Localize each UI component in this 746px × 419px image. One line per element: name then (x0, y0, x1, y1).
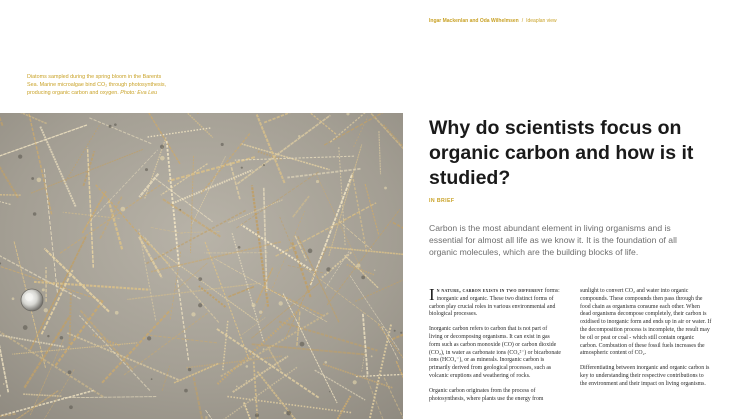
caption-text: Diatoms sampled during the spring bloom in the Barents Sea. Marine microalgae bind CO₂ through photosynthesis, producing organic carbon and oxygen. (27, 74, 167, 96)
diatom-cell (316, 180, 319, 183)
diatom-cell (68, 370, 72, 374)
lead-paragraph: Carbon is the most abundant element in living organisms and is essential for almost all life as we know it. It is the foundation of all organic molecules, which are the building blocks of life. (429, 223, 677, 257)
diatom-cell (324, 361, 327, 364)
diatom-cell (298, 135, 300, 137)
diatom-cell (259, 310, 262, 313)
diatom-cell (300, 342, 305, 347)
diatom-cell (115, 311, 119, 315)
diatom-cell (160, 145, 164, 149)
diatom-cell (329, 391, 330, 392)
diatom-cell (279, 301, 283, 305)
header-authors: Ingar Mackenlan and Oda Wilhelmsen (429, 18, 519, 24)
diatom-cell (42, 288, 45, 291)
diatom-cell (251, 303, 255, 307)
body-column-right (580, 288, 712, 396)
diatom-cell (384, 187, 387, 190)
diatom-cell (151, 378, 153, 380)
body-paragraph-5: Differentiating between inorganic and organic carbon is key to understanding their respective contributions to the environment and their impact on living organisms. (580, 365, 710, 387)
diatom-photo (0, 113, 403, 419)
diatom-cell (69, 405, 73, 409)
diatom-cell (286, 411, 291, 416)
diatom-cell (238, 246, 241, 249)
body-paragraph-4: sunlight to convert CO₂ and water into organic compounds. These compounds then pass through the food chain as organisms consume each other. When dead organisms decompose completely, their carbon is oxidised to inorganic form and ends up in air or water. If the decomposition process is incomplete, the result may be oil or peat or coal - which still contain organic carbon. Combustion of these fossil fuels increases the atmospheric content of CO₂. (580, 288, 712, 357)
header-section: Ideaplan view (526, 18, 557, 24)
diatom-cell (263, 164, 265, 166)
diatom-cell (145, 168, 148, 171)
diatom-cell (37, 178, 42, 183)
diatom-cell (374, 269, 375, 270)
diatom-cell (246, 380, 248, 382)
diatom-cell (120, 207, 125, 212)
diatom-cell (356, 263, 360, 267)
diatom-cell (198, 303, 202, 307)
diatom-cell (147, 336, 151, 340)
in-brief-kicker: IN BRIEF (429, 198, 455, 204)
diatom-cell (394, 330, 396, 332)
body-paragraph-3: Organic carbon originates from the process of photosynthesis, where plants use the energy from (429, 387, 544, 402)
header-separator: / (521, 18, 524, 24)
diatom-cell (263, 348, 265, 350)
diatom-cell (246, 365, 249, 368)
body-paragraph-2: Inorganic carbon refers to carbon that is not part of living or decomposing organisms. It can exist in gas form such as carbon monoxide (CO) or carbon dioxide (CO₂), in water as carbonate ions (CO₃²⁻) or bicarbonate ions (HCO₃⁻), or as minerals. Inorganic carbon is primarily derived from geological processes, such as volcanic eruptions and weathering of rocks. (429, 326, 561, 379)
drop-cap: I (429, 285, 435, 304)
body-column-left (429, 285, 561, 410)
diatom-cell (60, 336, 64, 340)
body-paragraph-1-text: forms: inorganic and organic. These two distinct forms of carbon play crucial roles in various environmental and biological processes. (429, 288, 560, 318)
diatom-cell (3, 383, 5, 385)
caption-credit: Photo: Eva Leu (120, 90, 158, 96)
diatom-cell (184, 389, 188, 393)
diatom-cell (18, 154, 22, 158)
diatom-cell (47, 335, 49, 337)
diatom-cell (44, 308, 48, 312)
diatom-cell (361, 275, 365, 279)
photo-caption (27, 73, 167, 97)
diatom-cell (353, 380, 357, 384)
diatom-cell (179, 209, 181, 211)
diatom-cell (326, 267, 330, 271)
diatom-cell (198, 277, 202, 281)
diatom-cell (241, 167, 243, 169)
article-title: Why do scientists focus on organic carbon and how is it studied? (429, 117, 694, 189)
diatom-micrograph-image (0, 113, 403, 419)
diatom-cell (333, 221, 335, 223)
diatom-cell (284, 412, 287, 415)
diatom-cell (109, 125, 112, 128)
body-paragraph-1 (429, 285, 561, 319)
diatom-cell (255, 413, 259, 417)
diatom-cell (371, 355, 373, 357)
diatom-cell (308, 249, 313, 254)
diatom-cell (236, 385, 238, 387)
diatom-cell (23, 325, 28, 330)
diatom-cell (160, 156, 165, 161)
diatom-cell (12, 297, 15, 300)
right-page (403, 0, 746, 419)
diatom-cell (31, 177, 34, 180)
diatom-cell (114, 123, 117, 126)
diatom-cell (191, 312, 195, 316)
diatom-cell (33, 212, 37, 216)
diatom-cell (221, 143, 224, 146)
running-header (429, 18, 557, 24)
opening-smallcaps: n nature, carbon exists in two different (436, 288, 544, 294)
diatom-cell (188, 368, 191, 371)
diatom-cell (400, 332, 402, 334)
